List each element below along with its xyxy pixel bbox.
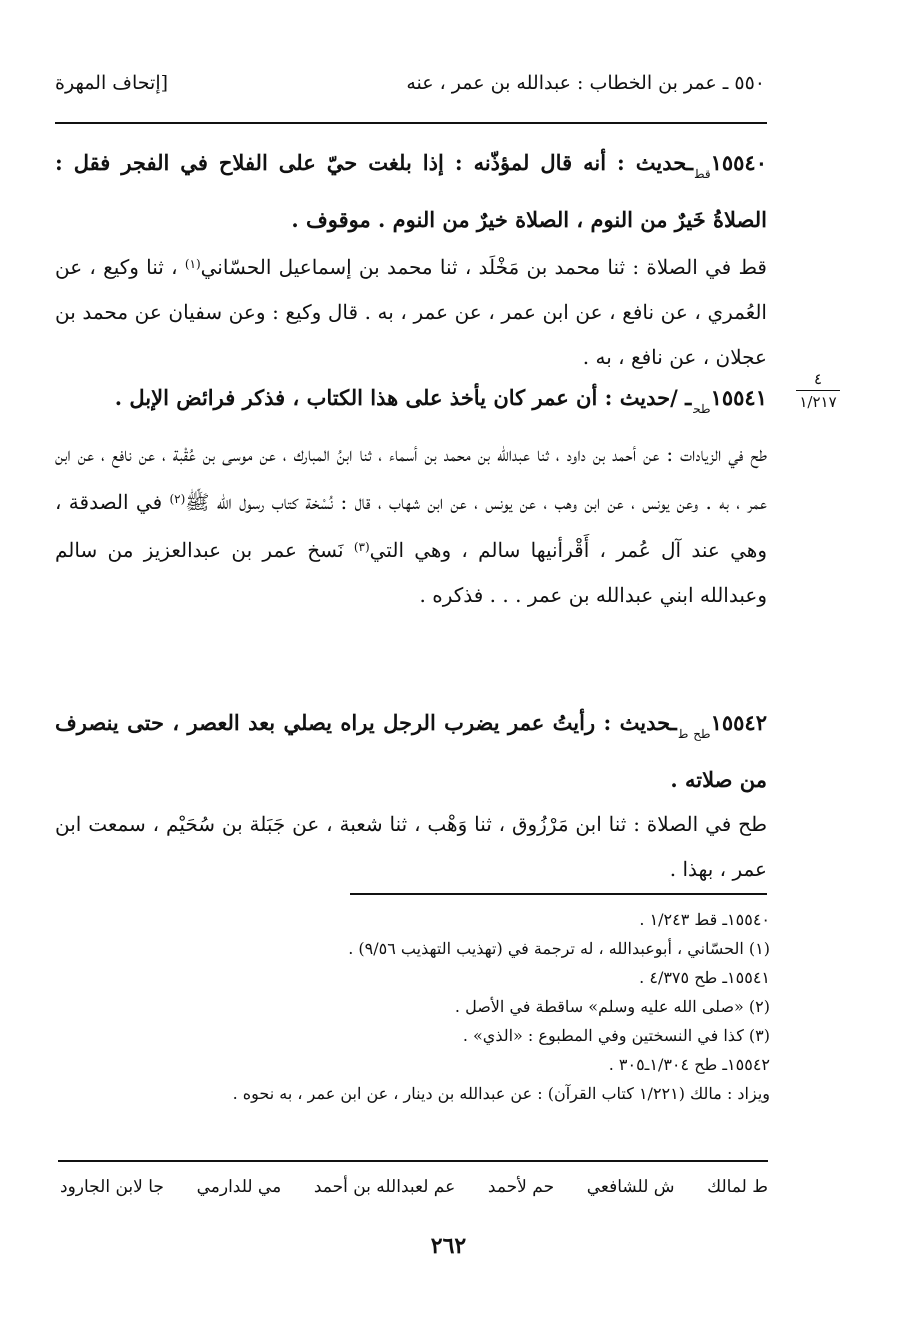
isnad-text <box>55 802 767 892</box>
isnad-text <box>55 432 767 618</box>
page-number: ٢٦٢ <box>430 1233 467 1259</box>
abbreviation-rule <box>58 1160 768 1162</box>
page-header <box>55 72 765 106</box>
isnad-part: طح في الصلاة : ثنا ابن مَرْزُوق ، ثنا وَهْب ، ثنا شعبة ، عن جَبَلة بن سُحَيْم ، سمعت ابن عمر ، بهذا . <box>55 812 767 881</box>
running-title: ٥٥٠ ـ عمر بن الخطاب : عبدالله بن عمر ، عنه <box>406 72 765 94</box>
footnote-line: ١٥٥٤٢ـ طح ١/٣٠٤ـ٣٠٥ . <box>608 1055 770 1074</box>
margin-folio: ١/٢١٧ <box>799 393 837 411</box>
entry-number: ١٥٥٤١ <box>710 385 767 410</box>
footnote-line: ويزاد : مالك (١/٢٢١ كتاب القرآن) : عن عبدالله بن دينار ، عن ابن عمر ، به نحوه . <box>232 1084 770 1103</box>
footnote-line: ١٥٥٤٠ـ قط ١/٢٤٣ . <box>639 910 770 929</box>
abbreviation-item: حم لأحمد <box>487 1177 555 1197</box>
isnad-part: طح في الزيادات : عن أحمد بن داود ، ثنا عبدالله بن محمد بن أسماء ، ثنا ابنُ المبارك ، عن موسى بن عُقْبة ، عن نافع ، عن ابن عمر ، به . وعن يونس ، عن ابن وهب ، عن يونس ، عن ابن شهاب ، قال : نُسْخة كتاب رسول الله ﷺ <box>55 442 767 514</box>
abbreviation-item: جا لابن الجارود <box>60 1177 164 1197</box>
hadith-matn: ـحديث : رأيتُ عمر يضرب الرجل يراه يصلي بعد العصر ، حتى ينصرف من صلاته . <box>55 710 767 792</box>
footnote-rule <box>350 893 767 895</box>
margin-folio-note <box>790 368 846 413</box>
isnad-part: قط في الصلاة : ثنا محمد بن مَخْلَد ، ثنا محمد بن إسماعيل الحسّاني <box>200 255 767 279</box>
footnote-ref: (٢) <box>169 492 186 506</box>
margin-volume: ٤ <box>813 370 823 388</box>
footnote-line: (١) الحسّاني ، أبوعبدالله ، له ترجمة في (تهذيب التهذيب ٩/٥٦) . <box>348 939 770 958</box>
footnotes <box>60 905 770 1108</box>
hadith-matn: ـ /حديث : أن عمر كان يأخذ على هذا الكتاب ، فذكر فرائض الإبل . <box>114 385 692 410</box>
source-code: قط <box>695 167 711 181</box>
source-code: طح ط <box>678 727 711 741</box>
isnad-part: نَسخ عمر بن عبدالعزيز من سالم وعبدالله ابني عبدالله بن عمر . . . فذكره . <box>55 538 767 607</box>
footnote-ref: (١) <box>184 257 201 271</box>
abbreviation-key <box>60 1177 768 1197</box>
abbreviation-item: عم لعبدالله بن أحمد <box>313 1177 456 1197</box>
entry-15542 <box>55 700 767 892</box>
footnote-ref: (٣) <box>353 540 370 554</box>
header-rule <box>55 122 767 124</box>
isnad-part: في الصدقة ، وهي عند آل عُمر ، أَقْرأنيها سالم ، وهي التي <box>55 490 767 562</box>
entry-15540 <box>55 140 767 380</box>
isnad-part: ، ثنا وكيع ، عن العُمري ، عن نافع ، عن ابن عمر ، عن عمر ، به . قال وكيع : وعن سفيان عن محمد بن عجلان ، عن نافع ، به . <box>55 255 767 369</box>
entry-number: ١٥٥٤٠ <box>710 150 767 175</box>
hadith-text <box>55 140 767 242</box>
hadith-text <box>55 700 767 802</box>
footnote-line: ١٥٥٤١ـ طح ٤/٣٧٥ . <box>639 968 770 987</box>
hadith-matn: ـحديث : أنه قال لمؤذّنه : إذا بلغت حيّ على الفلاح في الفجر فقل : الصلاةُ خَيرٌ من النوم ، الصلاة خيرٌ من النوم . موقوف . <box>55 150 767 232</box>
source-code: طح <box>693 402 711 416</box>
book-title: [إتحاف المهرة <box>55 72 169 94</box>
isnad-text <box>55 242 767 380</box>
abbreviation-item: ط لمالك <box>707 1177 768 1197</box>
abbreviation-item: ش للشافعي <box>586 1177 675 1197</box>
entry-15541 <box>55 375 767 618</box>
footnote-line: (٣) كذا في النسختين وفي المطبوع : «الذي» . <box>462 1026 770 1045</box>
hadith-text <box>55 375 767 432</box>
entry-number: ١٥٥٤٢ <box>710 710 767 735</box>
abbreviation-item: مي للدارمي <box>196 1177 282 1197</box>
footnote-line: (٢) «صلى الله عليه وسلم» ساقطة في الأصل . <box>454 997 770 1016</box>
